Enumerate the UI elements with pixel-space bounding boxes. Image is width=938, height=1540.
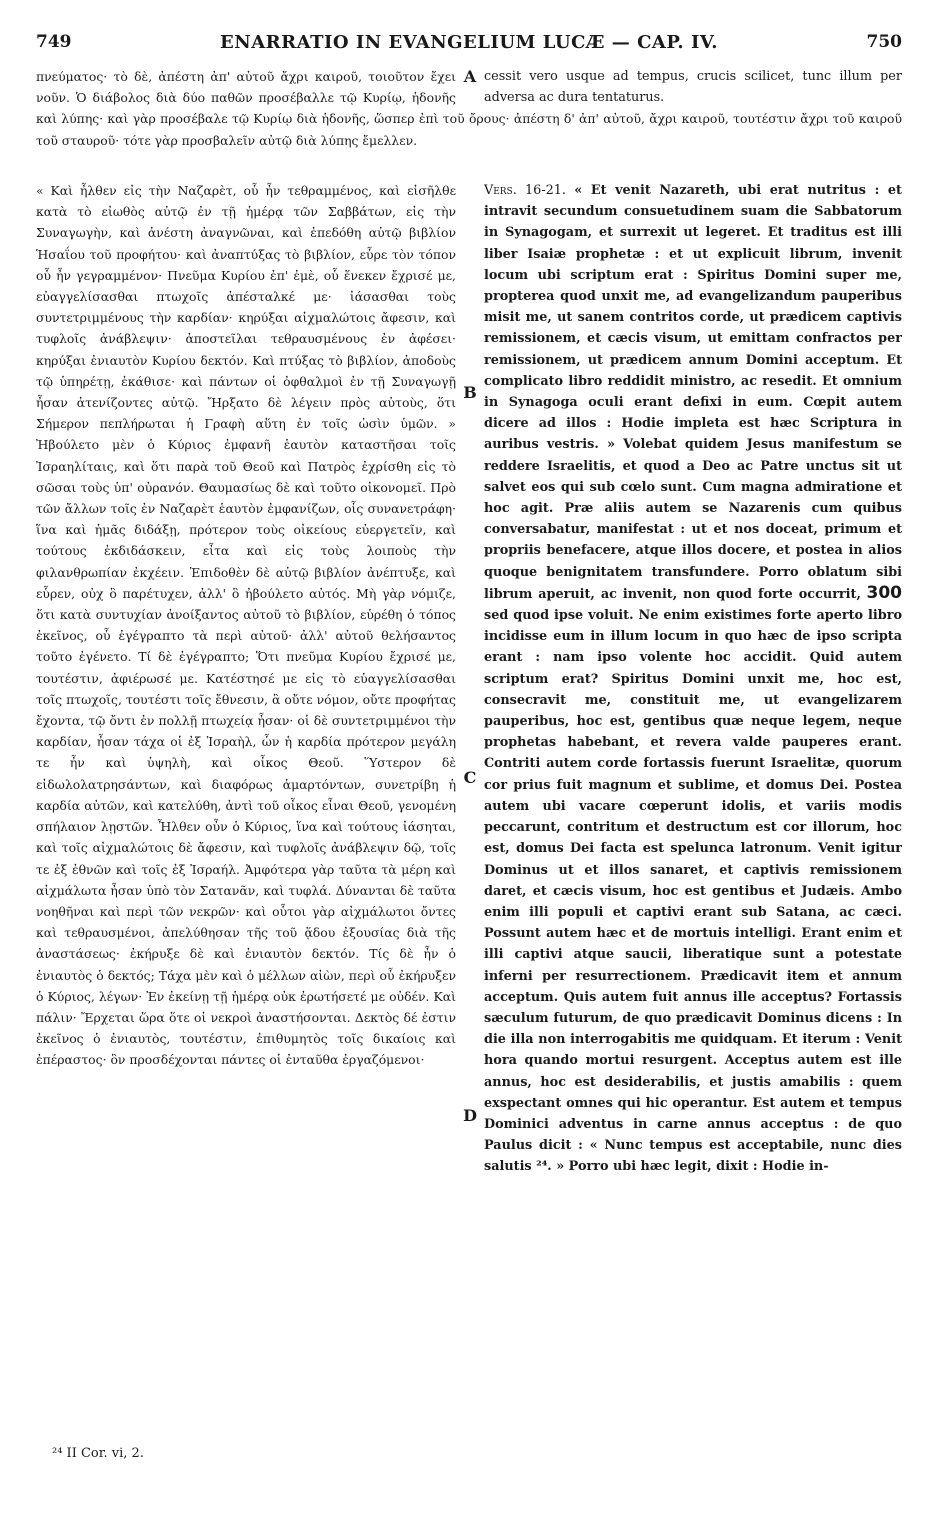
page-number-left: 749 bbox=[36, 32, 72, 52]
running-title: ENARRATIO IN EVANGELIUM LUCÆ — CAP. IV. bbox=[220, 32, 718, 53]
margin-marker-d: D bbox=[463, 1106, 477, 1125]
margin-marker-b: B bbox=[463, 383, 477, 402]
latin-column bbox=[484, 180, 902, 1440]
page-number-right: 750 bbox=[866, 32, 902, 52]
column-number: 300 bbox=[866, 582, 902, 603]
page-header bbox=[36, 32, 902, 56]
margin-marker-a: A bbox=[463, 67, 477, 86]
latin-text-part-2: sed quod ipse voluit. Ne enim existimes forte aperto libro incidisse eum in illum locum in quo hæc de ipso scripta erant : nam ipso volente hoc accidit. Quid autem scriptum erat? Spiritus Domini unxit me, hoc est, consecravit me, constituit me, ut evangelizarem pauperibus, hoc est, gentibus quæ neque legem, neque prophetas habebant, et revera valde pauperes erant. Contriti autem corde fortassis fuerunt Israelitæ, quorum cor prius fuit magnum et sublime, et domus Dei. Postea autem ubi vacare cœperunt idolis, et variis modis peccarunt, contritum et destructum est cor illorum, hoc est, domus Dei facta est spelunca latronum. Venit igitur Dominus ut et illos sanaret, et captivis remissionem daret, et cæcis visum, hoc est gentibus et Judæis. Ambo enim illi populi et captivi erant sub Satana, ac cæci. Possunt autem hæc et de mortuis intelligi. Erant enim et illi captivi atque saucii, liberatique sunt a potestate inferni per resurrectionem. Prædicavit item et annum acceptum. Quis autem fuit annus ille acceptus? Fortassis sæculum futurum, de quo prædicavit Dominus dicens : In die illa non interrogabitis me quidquam. Et iterum : Venit hora quando mortui resurgent. Acceptus autem est ille annus, hoc est desiderabilis, et justis amabilis : quem exspectant omnes qui hic operantur. Est autem et tempus Dominici adventus in carne annus acceptus : de quo Paulus dicit : « Nunc tempus est acceptabile, nunc dies salutis ²⁴. » Porro ubi hæc legit, dixit : Hodie in- bbox=[484, 608, 902, 1175]
top-greek-continuation: πνεύματος· τὸ δὲ, ἀπέστη ἀπ' αὐτοῦ ἄχρι καιροῦ, τοιοῦτον ἔχει νοῦν. Ὁ διάβολος διὰ δύο παθῶν προσέβαλλε τῷ Κυρίῳ, ἡδονῆς καὶ λύπης· καὶ γὰρ προσέβαλε τῷ Κυρίῳ διὰ ἡδονῆς, ὥσπερ ἐπὶ τοῦ ὄρους· ἀπέστη δ' ἀπ' αὐτοῦ, ἄχρι καιροῦ, τουτέστιν ἄχρι τοῦ καιροῦ τοῦ σταυροῦ· τότε γὰρ προσβαλεῖν αὐτῷ διὰ λύπης ἔμελλεν. bbox=[36, 66, 902, 182]
margin-marker-c: C bbox=[463, 768, 477, 787]
top-latin-continuation: cessit vero usque ad tempus, crucis scilicet, tunc illum per adversa ac dura tentaturus. bbox=[484, 69, 902, 106]
latin-text-part-1: « Et venit Nazareth, ubi erat nutritus : et intravit secundum consuetudinem suam die Sabbatorum in Synagogam, et surrexit ut legeret. Et traditus est illi liber Isaiæ prophetæ : et ut explicuit librum, invenit locum ubi scriptum erat : Spiritus Domini super me, propterea quod unxit me, ad evangelizandum pauperibus misit me, ut sanem contritos corde, ut prædicem captivis remissionem, et cæcis visum, ut emittam confractos per remissionem, ut prædicem annum Domini acceptum. Et complicato libro reddidit ministro, ac resedit. Et omnium in Synagoga oculi erant defixi in eum. Cœpit autem dicere ad illos : Hodie impleta est hæc Scriptura in auribus vestris. » Volebat quidem Jesus manifestum se reddere Israelitis, et quod a Deo ac Patre unctus sit ut salvet eos qui sub cœlo sunt. Cum magna admiratione et hoc agit. Præ aliis autem se Nazarenis cum quibus conversabatur, manifestat : ut et nos doceat, primum et propriis benefacere, atque illos docere, et postea in alios quoque benignitatem transfundere. Porro oblatum sibi librum aperuit, ac invenit, non quod forte occurrit, bbox=[484, 183, 902, 602]
footnote: ²⁴ II Cor. vi, 2. bbox=[52, 1446, 144, 1461]
greek-column: « Καὶ ἦλθεν εἰς τὴν Ναζαρὲτ, οὗ ἦν τεθραμμένος, καὶ εἰσῆλθε κατὰ τὸ εἰωθὸς αὐτῷ ἐν τῇ ἡμέρᾳ τῶν Σαββάτων, εἰς τὴν Συναγωγὴν, καὶ ἀνέστη ἀναγνῶναι, καὶ ἐπεδόθη αὐτῷ βιβλίον Ἡσαΐου τοῦ προφήτου· καὶ ἀναπτύξας τὸ βιβλίον, εὗρε τὸν τόπον οὗ ἦν γεγραμμένον· Πνεῦμα Κυρίου ἐπ' ἐμὲ, οὗ ἕνεκεν ἔχρισέ με, εὐαγγελίσασθαι πτωχοῖς ἀπέσταλκέ με· ἰάσασθαι τοὺς συντετριμμένους τὴν καρδίαν· κηρύξαι αἰχμαλώτοις ἄφεσιν, καὶ τυφλοῖς ἀνάβλεψιν· ἀποστεῖλαι τεθραυσμένους ἐν ἀφέσει· κηρύξαι ἐνιαυτὸν Κυρίου δεκτόν. Καὶ πτύξας τὸ βιβλίον, ἀποδοὺς τῷ ὑπηρέτῃ, ἐκάθισε· καὶ πάντων οἱ ὀφθαλμοὶ ἐν τῇ Συναγωγῇ ἦσαν ἀτενίζοντες αὐτῷ. Ἤρξατο δὲ λέγειν πρὸς αὐτοὺς, ὅτι Σήμερον πεπλήρωται ἡ Γραφὴ αὕτη ἐν τοῖς ὠσὶν ὑμῶν. » Ἠβούλετο μὲν ὁ Κύριος ἐμφανῆ ἑαυτὸν καταστῆσαι τοῖς Ἰσραηλίταις, καὶ ὅτι παρὰ τοῦ Θεοῦ καὶ Πατρὸς ἐχρίσθη εἰς τὸ σῶσαι τοὺς ὑπ' οὐρανόν. Θαυμασίως δὲ καὶ τοῦτο οἰκονομεῖ. Πρὸ τῶν ἄλλων τοῖς ἐν Ναζαρὲτ ἑαυτὸν ἐμφανίζων, οἷς συνανετράφη· ἵνα καὶ ἡμᾶς διδάξῃ, πρότερον τοὺς οἰκείους εὐεργετεῖν, καὶ τούτους ἐκδιδάσκειν, εἶτα καὶ εἰς τοὺς λοιποὺς τὴν φιλανθρωπίαν ἐκχέειν. Ἐπιδοθὲν δὲ αὐτῷ βιβλίον ἀνέπτυξε, καὶ εὗρεν, οὐχ ὃ παρέτυχεν, ἀλλ' ὃ ἠβούλετο αὐτός. Μὴ γὰρ νόμιζε, ὅτι κατὰ συντυχίαν ἀνοίξαντος αὐτοῦ τὸ βιβλίον, εὑρέθη ὁ τόπος ἐκεῖνος, οὗ ἐγέγραπτο τὰ περὶ αὐτοῦ· ἀλλ' αὐτοῦ θελήσαντος τοῦτο ἐγένετο. Τί δὲ ἐγέγραπτο; Ὅτι πνεῦμα Κυρίου ἔχρισέ με, τουτέστιν, ἀφιέρωσέ με. Κατέστησέ με εἰς τὸ εὐαγγελίσασθαι τοῖς πτωχοῖς, τουτέστι τοῖς ἔθνεσιν, ἃ οὔτε νόμον, οὔτε προφήτας ἔχοντα, τῷ ὄντι ἐν πολλῇ πτωχείᾳ ἦσαν· οἱ δὲ συντετριμμένοι τὴν καρδίαν, ἦσαν τάχα οἱ ἐξ Ἰσραὴλ, ὧν ἡ καρδία πρότερον μεγάλη τε ἦν καὶ ὑψηλὴ, καὶ οἶκος Θεοῦ. Ὕστερον δὲ εἰδωλολατρησάντων, καὶ διαφόρως ἁμαρτόντων, συνετρίβη ἡ καρδία αὐτῶν, καὶ κατελύθη, ἀντὶ τοῦ οἶκος εἶναι Θεοῦ, γενομένη σπήλαιον λῃστῶν. Ἦλθεν οὖν ὁ Κύριος, ἵνα καὶ τούτους ἰάσηται, καὶ τοῖς αἰχμαλώτοις δὲ ἄφεσιν, καὶ τυφλοῖς ἀνάβλεψιν δῷ, τοῖς τε ἐξ ἐθνῶν καὶ τοῖς ἐξ Ἰσραήλ. Ἀμφότερα γὰρ ταῦτα τὰ μέρη καὶ αἰχμάλωτα ἦσαν ὑπὸ τὸν Σατανᾶν, καὶ τυφλά. Δύνανται δὲ ταῦτα νοηθῆναι καὶ περὶ τῶν νεκρῶν· καὶ οὗτοι γὰρ αἰχμάλωτοι ὄντες καὶ τεθραυσμένοι, ἀπελύθησαν τῆς τοῦ ᾅδου ἐξουσίας διὰ τῆς ἀναστάσεως· ἐκήρυξε δὲ καὶ ἐνιαυτὸν δεκτόν. Τίς δὲ ἦν ὁ ἐνιαυτὸς ὁ δεκτός; Τάχα μὲν καὶ ὁ μέλλων αἰὼν, περὶ οὗ ἐκήρυξεν ὁ Κύριος, λέγων· Ἐν ἐκείνῃ τῇ ἡμέρᾳ οὐκ ἐρωτήσετέ με οὐδέν. Καὶ πάλιν· Ἔρχεται ὥρα ὅτε οἱ νεκροὶ ἀναστήσονται. Δεκτὸς δέ ἐστιν ἐκεῖνος ὁ ἐνιαυτὸς, τουτέστιν, ἐπιθυμητὸς τοῖς δικαίοις καὶ ἐπέραστος· ὃν προσδέχονται πάντες οἱ ἐνταῦθα ἐργαζόμενοι· bbox=[36, 183, 456, 1068]
verse-label: Vers. 16-21. bbox=[484, 183, 566, 198]
